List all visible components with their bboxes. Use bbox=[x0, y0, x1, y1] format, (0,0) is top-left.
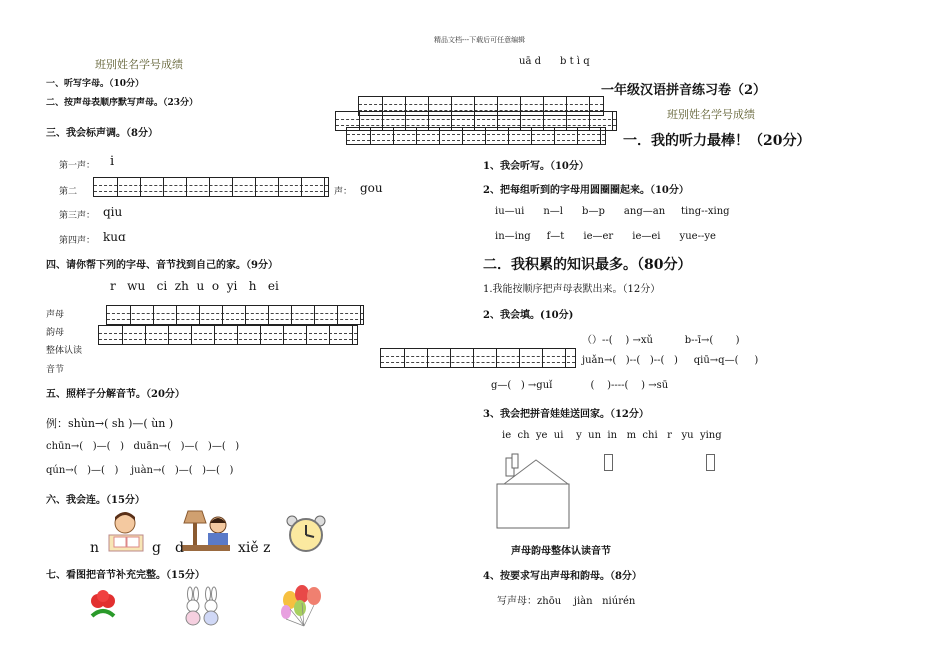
category-label-2: 韵母 bbox=[46, 328, 65, 338]
right-q2-1: 1.我能按顺序把声母表默出来。（12分） bbox=[483, 284, 661, 295]
question-2: 二、按声母表顺序默写声母。（23分） bbox=[46, 98, 199, 108]
tone3-value: qiu bbox=[103, 205, 123, 219]
right-question-4: 4、按要求写出声母和韵母。（8分） bbox=[483, 571, 642, 582]
q5-line-1: chūn→( )—( ) duān→( )—( )—( ) bbox=[46, 441, 240, 452]
question-3: 三、我会标声调。（8分） bbox=[46, 128, 158, 139]
grid-column-line bbox=[337, 306, 338, 324]
grid-column-line bbox=[260, 326, 261, 344]
q5-line-2: qún→( )—( ) juàn→( )—( )—( ) bbox=[46, 465, 234, 476]
question-5: 五、照样子分解音节。（20分） bbox=[46, 389, 185, 400]
right-question-2: 2、把每组听到的字母用圆圈圈起来。（10分） bbox=[483, 185, 689, 196]
grid-column-line bbox=[393, 128, 394, 144]
class-info-line: 班别姓名学号成绩 bbox=[95, 58, 183, 71]
page-header: 精品文档---下载后可任意编辑 bbox=[434, 36, 526, 44]
grid-column-line bbox=[565, 349, 566, 367]
grid-column-line bbox=[577, 128, 578, 144]
question-6: 六、我会连。（15分） bbox=[46, 495, 145, 506]
letter-pairs-2: in—ing f—t ie—er ie—ei yue--ye bbox=[495, 231, 716, 242]
grid-column-line bbox=[168, 326, 169, 344]
alarm-clock-image bbox=[283, 515, 329, 553]
q5-example: 例：shùn→( sh )—( ùn ) bbox=[46, 417, 174, 430]
grid-column-line bbox=[130, 306, 131, 324]
tone3-label: 第三声： bbox=[59, 211, 96, 221]
tone4-value: kuɑ bbox=[103, 230, 126, 244]
part-1-heading: 一．我的听力最棒！（20分） bbox=[623, 133, 811, 149]
q6-fragment-2: g bbox=[152, 540, 161, 556]
grid-column-line bbox=[209, 178, 210, 196]
fill-line-1: （）--( ) →xǔ b--ī→( ) bbox=[582, 335, 740, 346]
letter-pairs-1: iu—ui n—l b—p ang—an ting--xing bbox=[495, 206, 730, 217]
grid-column-line bbox=[600, 128, 601, 144]
boy-lamp-image bbox=[178, 507, 234, 555]
grid-column-line bbox=[519, 349, 520, 367]
pinyin-items: ie ch ye ui y un in m chi r yu ying bbox=[502, 430, 722, 441]
q6-fragment-4: xiě z bbox=[238, 540, 271, 556]
writing-grid-tone2[interactable] bbox=[93, 177, 329, 197]
right-question-1: 1、我会听写。（10分） bbox=[483, 161, 589, 172]
grid-column-line bbox=[278, 178, 279, 196]
balloons-image bbox=[278, 582, 326, 628]
right-question-3: 3、我会把拼音娃娃送回家。（12分） bbox=[483, 409, 649, 420]
grid-column-line bbox=[427, 349, 428, 367]
category-label-1: 声母 bbox=[46, 310, 65, 320]
fill-line-3: g—( ) →guǐ ( )----( ) →sū bbox=[491, 380, 669, 391]
grid-column-line bbox=[352, 326, 353, 344]
grid-column-line bbox=[473, 349, 474, 367]
question-1: 一、听写字母。（10分） bbox=[46, 79, 145, 89]
writing-grid-q4b[interactable] bbox=[98, 325, 358, 345]
answer-box-1[interactable] bbox=[604, 454, 613, 471]
grid-column-line bbox=[245, 306, 246, 324]
grid-column-line bbox=[531, 128, 532, 144]
grid-column-line bbox=[450, 349, 451, 367]
grid-column-line bbox=[314, 306, 315, 324]
grid-column-line bbox=[222, 306, 223, 324]
q4-items: r wu ci zh u o yi h ei bbox=[110, 279, 279, 293]
grid-column-line bbox=[496, 349, 497, 367]
class-info-line-right: 班别姓名学号成绩 bbox=[667, 108, 755, 121]
grid-column-line bbox=[255, 178, 256, 196]
grid-column-line bbox=[485, 128, 486, 144]
question-4: 四、请你帮下列的字母、音节找到自己的家。（9分） bbox=[46, 260, 278, 271]
question-7: 七、看图把音节补充完整。（15分） bbox=[46, 570, 205, 581]
tone4-label: 第四声： bbox=[59, 236, 96, 246]
q6-fragment-1: n bbox=[90, 540, 100, 556]
grid-column-line bbox=[360, 306, 361, 324]
grid-column-line bbox=[145, 326, 146, 344]
grid-column-line bbox=[199, 306, 200, 324]
q6-fragment-3: d bbox=[175, 540, 184, 556]
write-initials-line: 写声母：zhōu jiàn niúrén bbox=[497, 596, 636, 607]
tone2-value: gou bbox=[360, 181, 383, 195]
grid-column-line bbox=[186, 178, 187, 196]
grid-column-line bbox=[214, 326, 215, 344]
grid-column-line bbox=[268, 306, 269, 324]
grid-column-line bbox=[163, 178, 164, 196]
grid-column-line bbox=[508, 128, 509, 144]
grid-column-line bbox=[554, 128, 555, 144]
grid-column-line bbox=[404, 349, 405, 367]
grid-column-line bbox=[117, 178, 118, 196]
right-q2-2: 2、我会填。(10分) bbox=[483, 310, 574, 321]
tone1-value: i bbox=[110, 154, 115, 169]
house-label: 声母韵母整体认读音节 bbox=[511, 546, 611, 557]
fill-line-2: juǎn→( )--( )--( ) qiū→q—( ) bbox=[582, 355, 759, 366]
writing-grid-top-3[interactable] bbox=[346, 127, 606, 145]
part-2-heading: 二．我积累的知识最多。（80分） bbox=[483, 257, 692, 273]
writing-grid-fill[interactable] bbox=[380, 348, 576, 368]
tone2-label: 第二 bbox=[59, 187, 78, 197]
top-fragment: uā d b t ì q bbox=[519, 56, 590, 67]
grid-column-line bbox=[370, 128, 371, 144]
tone1-label: 第一声： bbox=[59, 161, 96, 171]
grid-column-line bbox=[140, 178, 141, 196]
grid-column-line bbox=[462, 128, 463, 144]
grid-column-line bbox=[612, 112, 613, 130]
answer-box-2[interactable] bbox=[706, 454, 715, 471]
grid-column-line bbox=[439, 128, 440, 144]
grid-column-line bbox=[122, 326, 123, 344]
house-diagram bbox=[496, 452, 572, 530]
rabbits-image bbox=[180, 588, 224, 626]
grid-column-line bbox=[237, 326, 238, 344]
grid-column-line bbox=[232, 178, 233, 196]
paper-title: 一年级汉语拼音练习卷（2） bbox=[601, 83, 767, 98]
grid-column-line bbox=[291, 306, 292, 324]
girl-reading-image bbox=[105, 509, 147, 553]
grid-column-line bbox=[153, 306, 154, 324]
grid-column-line bbox=[542, 349, 543, 367]
writing-grid-q4a[interactable] bbox=[106, 305, 364, 325]
grid-column-line bbox=[283, 326, 284, 344]
tone2-suffix: 声： bbox=[334, 187, 353, 197]
grid-column-line bbox=[306, 326, 307, 344]
grid-column-line bbox=[324, 178, 325, 196]
grid-column-line bbox=[329, 326, 330, 344]
category-label-4: 音节 bbox=[46, 365, 65, 375]
grid-column-line bbox=[176, 306, 177, 324]
grid-column-line bbox=[191, 326, 192, 344]
flower-image bbox=[88, 590, 118, 620]
category-label-3: 整体认读 bbox=[46, 346, 83, 356]
grid-column-line bbox=[416, 128, 417, 144]
grid-column-line bbox=[301, 178, 302, 196]
